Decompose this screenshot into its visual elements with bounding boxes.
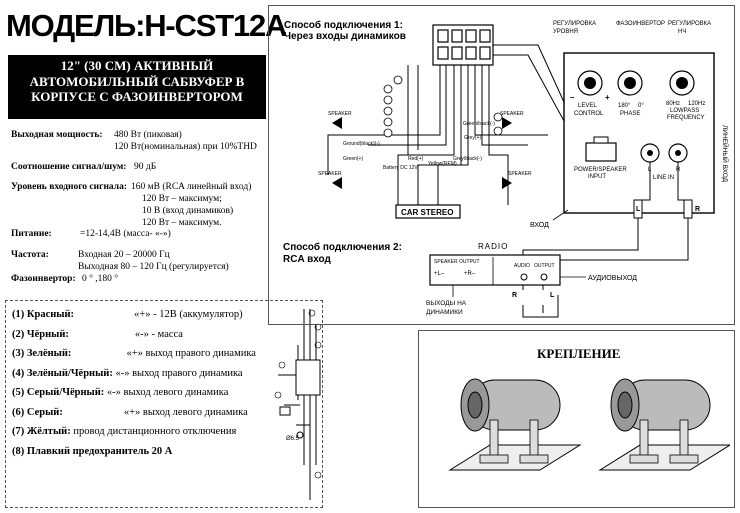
speaker-outs-label-1: ВЫХОДЫ НА: [426, 300, 467, 307]
power-input-label-1: POWER/SPEAKER: [574, 167, 627, 173]
output-label: OUTPUT: [534, 263, 555, 269]
wire-row-1: (1) Красный: «+» - 12В (аккумулятор): [12, 309, 243, 320]
banner-line-2: АВТОМОБИЛЬНЫЙ САБВУФЕР В: [29, 73, 245, 89]
method1-subtitle: Через входы динамиков: [284, 31, 406, 42]
speaker-label-1: SPEAKER: [328, 111, 352, 117]
spec-phase-label: Фазоинвертор:: [11, 274, 76, 284]
wire-row-3: (3) Зелёный: «+» выход правого динамика: [12, 348, 256, 359]
spec-input-4: 120 Вт – максимум.: [142, 218, 222, 228]
wire-row-4: (4) Зелёный/Чёрный: «-» выход правого динамика: [12, 367, 243, 379]
speaker-label-2: SPEAKER: [500, 111, 524, 117]
level-knob[interactable]: [578, 71, 602, 95]
spec-input-1: 160 мВ (RCA линейный вход): [131, 182, 252, 192]
speaker-label-3: SPEAKER: [318, 171, 342, 177]
wire-row-7: (7) Жёлтый: провод дистанционного отключения: [12, 426, 237, 437]
speaker-label-4: SPEAKER: [508, 171, 532, 177]
line-r-label: R: [676, 167, 681, 173]
plus-r-label: +R–: [464, 271, 476, 277]
model-title: МОДЕЛЬ:H-CST12A: [6, 8, 287, 43]
level-ru-label-1: РЕГУЛИРОВКА: [553, 21, 597, 27]
mounting-drawing: [430, 360, 730, 500]
rca-l-label: L: [550, 292, 555, 299]
green-plus-label: Green(+): [343, 156, 364, 162]
line-input-ru-label: ЛИНЕЙНЫЙ ВХОД: [721, 125, 728, 183]
input-ru-label: ВХОД: [530, 222, 549, 229]
speaker-output-label: SPEAKER OUTPUT: [434, 259, 480, 265]
car-stereo-label: CAR STEREO: [401, 208, 454, 217]
yellow-rem-label: Yellow(REM): [428, 161, 457, 167]
wire-harness-drawing: [270, 305, 326, 505]
line-l-label: L: [648, 167, 652, 173]
spec-snr-label: Соотношение сигнал/шум:: [11, 162, 127, 172]
lpf-label-2: FREQUENCY: [667, 115, 705, 121]
spec-phase-value: 0 ° ,180 °: [82, 274, 119, 284]
gray-black-label: Grey/black(-): [453, 156, 482, 162]
spec-supply-value: =12-14,4В (масса- «-»): [80, 229, 171, 239]
lpf-label-1: LOWPASS: [670, 108, 700, 114]
speaker-outs-label-2: ДИНАМИКИ: [426, 309, 463, 316]
method1-title: Способ подключения 1:: [284, 20, 403, 31]
ground-label: Ground(black)(-): [343, 141, 380, 147]
level-label-2: CONTROL: [574, 111, 604, 117]
lpf-120-label: 120Hz: [688, 101, 706, 107]
spec-power-1: 480 Вт (пиковая): [114, 130, 182, 140]
level-minus: –: [570, 93, 575, 102]
spec-freq-label: Частота:: [11, 250, 49, 260]
wire-row-5: (5) Серый/Чёрный: «-» выход левого динамика: [12, 387, 229, 398]
battery-label: Battery DC 12V: [383, 165, 418, 171]
wiring-diagram: [268, 5, 735, 325]
power-input-label-2: INPUT: [588, 174, 606, 180]
mount-unit-left: [450, 379, 580, 470]
mounting-title: КРЕПЛЕНИЕ: [537, 346, 621, 361]
spec-power-label: Выходная мощность:: [11, 130, 103, 140]
speakers: [332, 117, 512, 189]
product-banner: [8, 55, 266, 119]
mount-unit-right: [600, 379, 730, 470]
method2-subtitle: RCA вход: [283, 254, 331, 265]
audio-label: AUDIO: [514, 263, 530, 269]
phase-0-label: 0°: [638, 103, 644, 109]
phase-180-label: 180°: [618, 103, 631, 109]
gray-plus-label: Grey(+): [464, 135, 482, 141]
power-speaker-input-connector[interactable]: [586, 143, 616, 161]
radio-label: RADIO: [478, 242, 509, 251]
cable-l-label: L: [636, 206, 641, 213]
wire-row-2: (2) Чёрный: «-» - масса: [12, 328, 183, 340]
spec-supply-label: Питание:: [11, 229, 52, 239]
fuse-diameter-label: Ø6.5: [286, 436, 300, 442]
audio-out-label: АУДИОВЫХОД: [588, 275, 638, 282]
phase-knob[interactable]: [618, 71, 642, 95]
lowpass-knob[interactable]: [670, 71, 694, 95]
phase-ru-label: ФАЗОИНВЕРТОР: [616, 21, 666, 27]
green-black-label: Green/black(-): [463, 121, 495, 127]
iso-connector: [433, 25, 493, 65]
spec-power-2: 120 Вт(номинальная) при 10%THD: [114, 142, 257, 152]
spec-input-label: Уровень входного сигнала:: [11, 182, 127, 192]
lpf-80-label: 80Hz: [666, 101, 681, 107]
spec-input-3: 10 В (вход динамиков): [142, 206, 234, 216]
cable-r-label: R: [695, 206, 701, 213]
level-label-1: LEVEL: [578, 103, 597, 109]
phase-label: PHASE: [620, 111, 641, 117]
wire-legend: [12, 305, 256, 461]
lpf-ru-label-1: РЕГУЛИРОВКА: [668, 21, 712, 27]
level-plus: +: [605, 93, 610, 102]
spec-freq-1: Входная 20 – 20000 Гц: [78, 250, 170, 260]
wire-row-6: (6) Серый: «+» выход левого динамика: [12, 406, 248, 418]
lpf-ru-label-2: НЧ: [678, 29, 687, 35]
spec-snr-value: 90 дБ: [134, 162, 157, 172]
red-plus-label: Red(+): [408, 156, 424, 162]
banner-line-1: 12" (30 СМ) АКТИВНЫЙ: [60, 58, 214, 73]
banner-line-3: КОРПУСЕ С ФАЗОИНВЕРТОРОМ: [31, 89, 243, 104]
wire-row-8: (8) Плавкий предохранитель 20 А: [12, 445, 173, 457]
spec-input-2: 120 Вт – максимум;: [142, 194, 222, 204]
rca-r-label: R: [512, 292, 518, 299]
level-ru-label-2: УРОВНЯ: [553, 29, 579, 35]
line-in-label: LINE IN: [653, 175, 675, 181]
method2-title: Способ подключения 2:: [283, 242, 402, 253]
spec-freq-2: Выходная 80 – 120 Гц (регулируется): [78, 262, 229, 272]
plus-l-label: +L–: [434, 271, 445, 277]
